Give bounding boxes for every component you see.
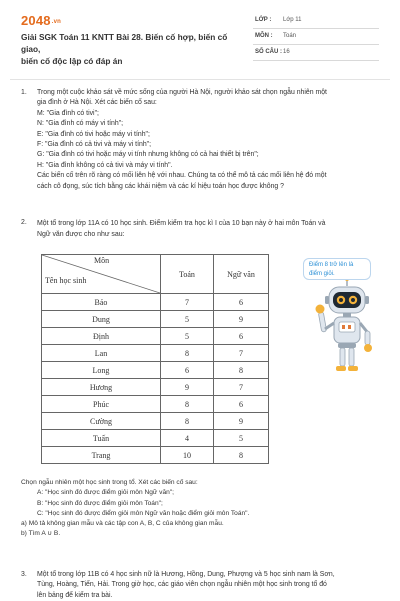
table-row [42, 328, 269, 345]
meta-key: MÔN : [255, 33, 273, 39]
question-line: M: "Gia đình có tivi"; [37, 109, 99, 117]
meta-table [253, 13, 379, 61]
student-name: Cường [42, 413, 161, 430]
question-line: cách cô đọng, súc tích bằng các khái niệm và các kí hiệu toán học được không ? [37, 182, 285, 190]
header-divider [10, 79, 390, 80]
meta-row-subject [253, 29, 379, 45]
literature-score: 8 [214, 362, 269, 379]
bubble-line: điểm giỏi. [309, 270, 335, 277]
logo-text: 2048 [21, 13, 51, 28]
question-body [37, 218, 386, 240]
question-line: G: "Gia đình có tivi hoặc máy vi tính nhưng không có cả hai thiết bị trên"; [37, 151, 259, 159]
title-line: biến cố độc lập có đáp án [21, 56, 123, 66]
meta-row-count [253, 45, 379, 61]
question-2-continued [21, 478, 386, 540]
question-line: b) Tìm A ∪ B. [21, 530, 61, 538]
literature-score: 6 [214, 294, 269, 311]
question-line: Trong một cuộc khảo sát về mức sống của người Hà Nội, người khảo sát chọn ngẫu nhiên một [37, 89, 327, 96]
literature-score: 8 [214, 447, 269, 464]
math-score: 4 [161, 430, 214, 447]
math-score: 7 [161, 294, 214, 311]
math-score: 10 [161, 447, 214, 464]
question-3 [21, 570, 386, 601]
question-line: Một tổ trong lớp 11A có 10 học sinh. Điểm kiểm tra học kì I của 10 bạn này ở hai môn Toán và [37, 220, 326, 227]
literature-score: 5 [214, 430, 269, 447]
question-line: Tùng, Hoàng, Tiến, Hải. Trong giờ học, các giáo viên chọn ngẫu nhiên một học sinh trong tổ đó [37, 581, 327, 589]
question-line: H: "Gia đình không có cả tivi và máy vi tính". [37, 161, 173, 169]
meta-row-class [253, 13, 379, 29]
meta-value: Lớp 11 [283, 17, 302, 23]
question-line: B: "Học sinh đó được điểm giỏi môn Toán"; [37, 499, 163, 507]
question-line: C: "Học sinh đó được điểm giỏi môn Ngữ văn hoặc điểm giỏi môn Toán". [37, 509, 250, 517]
math-score: 5 [161, 328, 214, 345]
math-score: 8 [161, 396, 214, 413]
question-1 [21, 88, 386, 192]
diagonal-header-cell [42, 255, 161, 294]
page-title [21, 31, 243, 67]
student-name: Trang [42, 447, 161, 464]
header-student: Tên học sinh [45, 276, 87, 285]
student-name: Hương [42, 379, 161, 396]
student-name: Tuấn [42, 430, 161, 447]
question-line: N: "Gia đình có máy vi tính"; [37, 120, 124, 128]
meta-key: SỐ CÂU : [255, 49, 282, 55]
question-line: gia đình ở Hà Nội. Xét các biến cố sau: [37, 99, 157, 107]
table-row [42, 345, 269, 362]
question-line: F: "Gia đình có cả tivi và máy vi tính"; [37, 141, 152, 149]
math-score: 9 [161, 379, 214, 396]
student-name: Dung [42, 311, 161, 328]
math-score: 8 [161, 345, 214, 362]
bubble-line: Điểm 8 trở lên là [309, 262, 354, 268]
literature-score: 6 [214, 396, 269, 413]
document-header [0, 0, 400, 72]
title-line: Giải SGK Toán 11 KNTT Bài 28. Biến cố hợp, biến cố giao, [21, 32, 228, 54]
literature-score: 7 [214, 379, 269, 396]
table-row [42, 413, 269, 430]
table-row [42, 379, 269, 396]
question-2 [21, 218, 386, 240]
math-score: 8 [161, 413, 214, 430]
table-row [42, 311, 269, 328]
question-line: A: "Học sinh đó được điểm giỏi môn Ngữ văn"; [37, 489, 174, 497]
header-literature: Ngữ văn [214, 255, 269, 294]
question-line: Chọn ngẫu nhiên một học sinh trong tổ. Xét các biến cố sau: [21, 479, 198, 486]
question-line: Các biến cố trên rõ ràng có mối liên hệ với nhau. Chúng ta có thể mô tả các mối liên hệ đó một [37, 172, 327, 180]
question-body [37, 570, 386, 601]
logo-suffix: .vn [51, 19, 62, 25]
header-math: Toán [161, 255, 214, 294]
table-row [42, 362, 269, 379]
student-name: Lan [42, 345, 161, 362]
speech-bubble [303, 258, 371, 280]
meta-value: 16 [283, 49, 290, 55]
table-row [42, 447, 269, 464]
literature-score: 9 [214, 311, 269, 328]
score-table [41, 254, 269, 464]
literature-score: 7 [214, 345, 269, 362]
meta-key: LỚP : [255, 17, 272, 23]
question-number: 2. [21, 219, 27, 226]
table-row [42, 294, 269, 311]
student-name: Phúc [42, 396, 161, 413]
math-score: 6 [161, 362, 214, 379]
header-subject: Môn [94, 256, 110, 265]
table-header-row [42, 255, 269, 294]
math-score: 5 [161, 311, 214, 328]
site-logo[interactable] [21, 13, 61, 28]
student-name: Bảo [42, 294, 161, 311]
student-name: Long [42, 362, 161, 379]
table-row [42, 396, 269, 413]
question-line: E: "Gia đình có tivi hoặc máy vi tính"; [37, 130, 150, 138]
question-number: 3. [21, 571, 27, 578]
student-name: Định [42, 328, 161, 345]
meta-value: Toán [283, 33, 297, 39]
question-body [37, 88, 386, 192]
question-number: 1. [21, 89, 27, 96]
table-row [42, 430, 269, 447]
literature-score: 9 [214, 413, 269, 430]
question-line: a) Mô tả không gian mẫu và các tập con A, B, C của không gian mẫu. [21, 520, 224, 528]
question-line: lên bảng để kiểm tra bài. [37, 591, 113, 599]
question-line: Một tổ trong lớp 11B có 4 học sinh nữ là Hương, Hồng, Dung, Phượng và 5 học sinh nam là Sơn, [37, 571, 335, 578]
question-line: Ngữ văn được cho như sau: [37, 231, 125, 238]
literature-score: 6 [214, 328, 269, 345]
